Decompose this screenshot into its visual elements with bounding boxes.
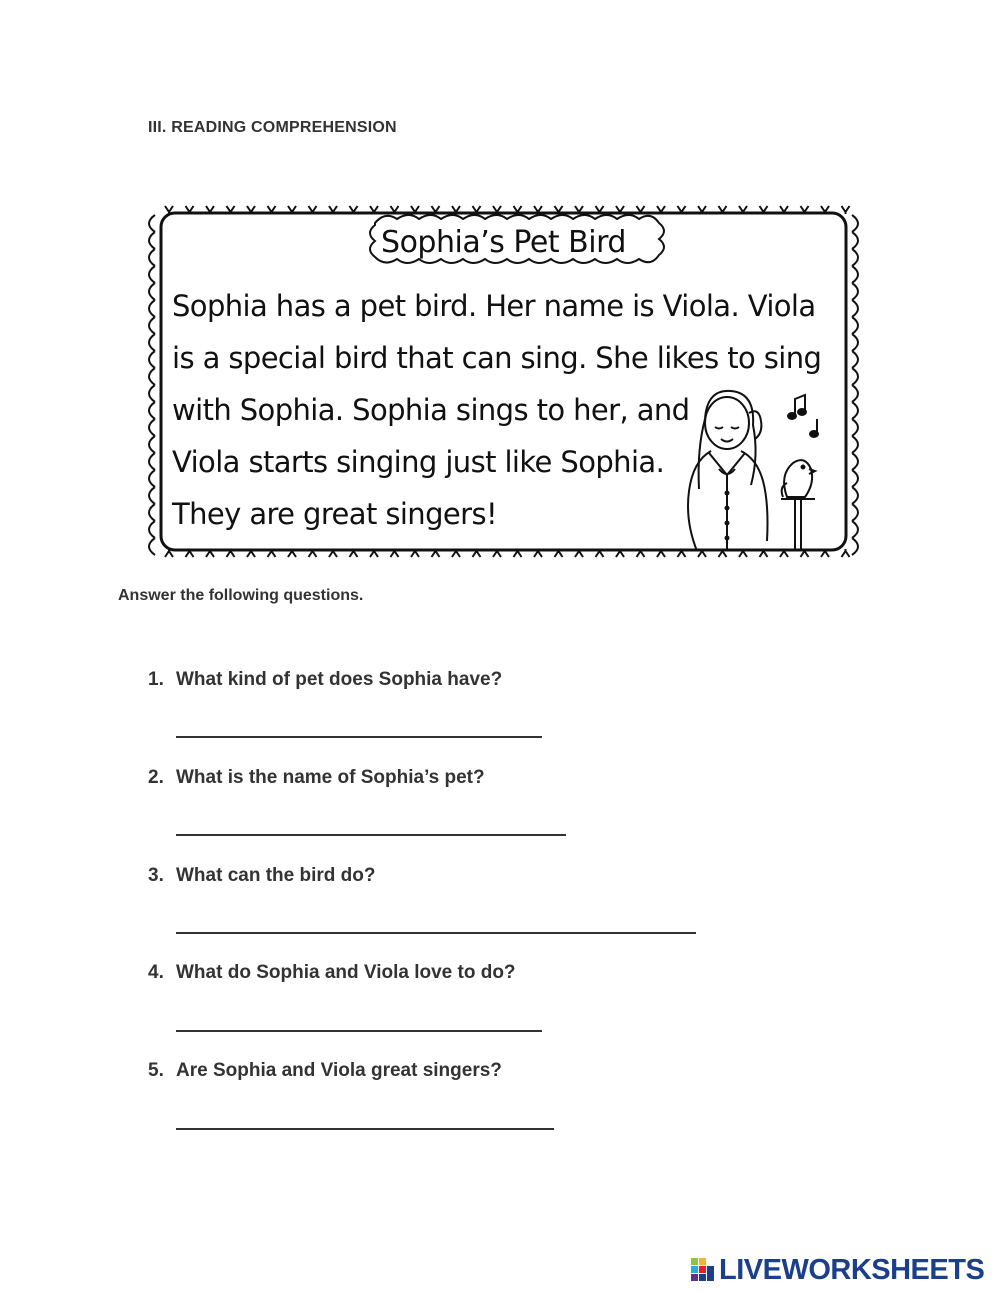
story-line: They are great singers!	[172, 497, 497, 531]
question-5	[148, 1060, 502, 1082]
instructions: Answer the following questions.	[118, 587, 364, 604]
answer-line-2[interactable]	[176, 834, 566, 836]
answer-line-5[interactable]	[176, 1128, 554, 1130]
question-text: What is the name of Sophia’s pet?	[176, 767, 485, 788]
story-line: Sophia has a pet bird. Her name is Viola. Viola	[172, 289, 816, 323]
story-box	[145, 203, 862, 560]
story-line: Viola starts singing just like Sophia.	[172, 445, 665, 479]
question-1	[148, 669, 502, 691]
question-number: 5.	[148, 1060, 164, 1081]
liveworksheets-logo[interactable]	[690, 1254, 984, 1286]
question-text: Are Sophia and Viola great singers?	[176, 1060, 502, 1081]
girl-and-bird-illustration	[675, 383, 835, 553]
question-number: 2.	[148, 767, 164, 788]
question-number: 1.	[148, 669, 164, 690]
question-number: 4.	[148, 962, 164, 983]
question-2	[148, 767, 485, 789]
liveworksheets-logo-icon	[690, 1257, 716, 1283]
question-3	[148, 865, 376, 887]
question-number: 3.	[148, 865, 164, 886]
section-title: III. READING COMPREHENSION	[148, 119, 397, 136]
story-title: Sophia’s Pet Bird	[381, 225, 626, 260]
question-4	[148, 962, 516, 984]
answer-line-1[interactable]	[176, 736, 542, 738]
question-text: What kind of pet does Sophia have?	[176, 669, 503, 690]
answer-line-4[interactable]	[176, 1030, 542, 1032]
story-line: is a special bird that can sing. She likes to sing	[172, 341, 822, 375]
question-text: What can the bird do?	[176, 865, 376, 886]
logo-text: LIVEWORKSHEETS	[719, 1253, 985, 1286]
answer-line-3[interactable]	[176, 932, 696, 934]
question-text: What do Sophia and Viola love to do?	[176, 962, 516, 983]
story-line: with Sophia. Sophia sings to her, and	[172, 393, 690, 427]
